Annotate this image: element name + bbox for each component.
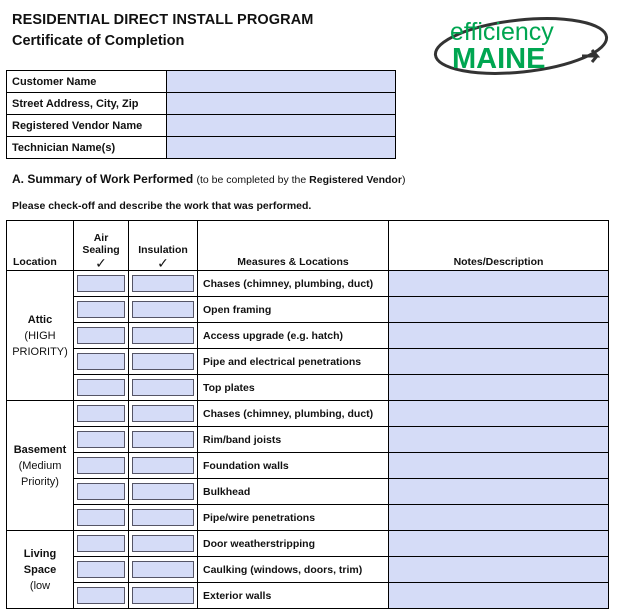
air-sealing-checkbox[interactable]: [77, 275, 125, 292]
check-mark-icon: ✓: [157, 255, 169, 271]
work-row: [7, 453, 609, 479]
notes-field[interactable]: [389, 505, 609, 531]
insulation-checkbox[interactable]: [132, 483, 194, 500]
customer-field-input[interactable]: [167, 93, 396, 115]
notes-field[interactable]: [389, 453, 609, 479]
customer-field-label: Registered Vendor Name: [7, 115, 167, 137]
efficiency-maine-logo: [432, 10, 610, 76]
insulation-checkbox-cell: [129, 375, 198, 401]
air-sealing-checkbox[interactable]: [77, 509, 125, 526]
notes-field[interactable]: [389, 323, 609, 349]
location-header: Location: [7, 221, 74, 271]
customer-row: [7, 71, 396, 93]
customer-field-input[interactable]: [167, 71, 396, 93]
work-row: [7, 323, 609, 349]
measure-label: Top plates: [198, 375, 389, 401]
air-sealing-checkbox[interactable]: [77, 535, 125, 552]
work-summary-table: [6, 220, 609, 609]
insulation-checkbox[interactable]: [132, 509, 194, 526]
air-sealing-checkbox[interactable]: [77, 379, 125, 396]
measure-label: Chases (chimney, plumbing, duct): [198, 271, 389, 297]
customer-info-table: [6, 70, 396, 159]
air-sealing-checkbox[interactable]: [77, 483, 125, 500]
insulation-checkbox[interactable]: [132, 431, 194, 448]
air-sealing-checkbox-cell: [74, 583, 129, 609]
insulation-checkbox-cell: [129, 479, 198, 505]
measure-label: Access upgrade (e.g. hatch): [198, 323, 389, 349]
notes-field[interactable]: [389, 427, 609, 453]
air-sealing-checkbox[interactable]: [77, 587, 125, 604]
insulation-checkbox-cell: [129, 349, 198, 375]
measure-label: Rim/band joists: [198, 427, 389, 453]
measure-label: Chases (chimney, plumbing, duct): [198, 401, 389, 427]
notes-field[interactable]: [389, 557, 609, 583]
air-sealing-checkbox-cell: [74, 271, 129, 297]
customer-row: [7, 93, 396, 115]
work-table-header: [7, 221, 609, 271]
work-row: [7, 349, 609, 375]
customer-row: [7, 137, 396, 159]
instruction-text: Please check-off and describe the work that was performed.: [12, 200, 312, 212]
certificate-subtitle: Certificate of Completion: [12, 33, 185, 49]
notes-field[interactable]: [389, 271, 609, 297]
measure-label: Open framing: [198, 297, 389, 323]
air-sealing-checkbox-cell: [74, 427, 129, 453]
work-row: [7, 505, 609, 531]
insulation-checkbox[interactable]: [132, 587, 194, 604]
air-sealing-checkbox-cell: [74, 349, 129, 375]
insulation-checkbox-cell: [129, 453, 198, 479]
air-sealing-header: Air Sealing ✓: [74, 221, 129, 271]
measure-label: Pipe/wire penetrations: [198, 505, 389, 531]
notes-header: Notes/Description: [389, 221, 609, 271]
measure-label: Bulkhead: [198, 479, 389, 505]
air-sealing-checkbox-cell: [74, 297, 129, 323]
location-group-label: Attic (HIGH PRIORITY): [7, 271, 74, 401]
insulation-checkbox-cell: [129, 583, 198, 609]
insulation-checkbox-cell: [129, 505, 198, 531]
customer-field-label: Street Address, City, Zip: [7, 93, 167, 115]
work-row: [7, 375, 609, 401]
insulation-checkbox[interactable]: [132, 405, 194, 422]
customer-field-input[interactable]: [167, 137, 396, 159]
air-sealing-checkbox[interactable]: [77, 431, 125, 448]
insulation-checkbox-cell: [129, 427, 198, 453]
insulation-checkbox[interactable]: [132, 301, 194, 318]
location-group-label: Basement (Medium Priority): [7, 401, 74, 531]
insulation-checkbox[interactable]: [132, 535, 194, 552]
notes-field[interactable]: [389, 583, 609, 609]
air-sealing-checkbox-cell: [74, 453, 129, 479]
air-sealing-checkbox[interactable]: [77, 301, 125, 318]
air-sealing-checkbox[interactable]: [77, 561, 125, 578]
insulation-checkbox[interactable]: [132, 327, 194, 344]
air-sealing-checkbox[interactable]: [77, 457, 125, 474]
insulation-checkbox[interactable]: [132, 275, 194, 292]
insulation-checkbox-cell: [129, 297, 198, 323]
measure-label: Foundation walls: [198, 453, 389, 479]
notes-field[interactable]: [389, 297, 609, 323]
insulation-checkbox[interactable]: [132, 457, 194, 474]
customer-field-input[interactable]: [167, 115, 396, 137]
work-row: [7, 557, 609, 583]
notes-field[interactable]: [389, 349, 609, 375]
customer-field-label: Technician Name(s): [7, 137, 167, 159]
work-row: [7, 583, 609, 609]
measure-label: Exterior walls: [198, 583, 389, 609]
air-sealing-checkbox-cell: [74, 323, 129, 349]
air-sealing-checkbox-cell: [74, 479, 129, 505]
air-sealing-checkbox-cell: [74, 375, 129, 401]
air-sealing-checkbox-cell: [74, 557, 129, 583]
work-row: [7, 297, 609, 323]
notes-field[interactable]: [389, 375, 609, 401]
measures-header: Measures & Locations: [198, 221, 389, 271]
insulation-checkbox[interactable]: [132, 561, 194, 578]
work-row: [7, 401, 609, 427]
air-sealing-checkbox[interactable]: [77, 327, 125, 344]
work-row: [7, 271, 609, 297]
insulation-checkbox-cell: [129, 271, 198, 297]
air-sealing-checkbox-cell: [74, 401, 129, 427]
notes-field[interactable]: [389, 479, 609, 505]
insulation-header: Insulation ✓: [129, 221, 198, 271]
insulation-checkbox[interactable]: [132, 353, 194, 370]
measure-label: Door weatherstripping: [198, 531, 389, 557]
insulation-checkbox[interactable]: [132, 379, 194, 396]
section-a-heading: A. Summary of Work Performed (to be completed by the Registered Vendor): [12, 172, 406, 186]
measure-label: Caulking (windows, doors, trim): [198, 557, 389, 583]
location-group-label: Living Space (low: [7, 531, 74, 609]
measure-label: Pipe and electrical penetrations: [198, 349, 389, 375]
air-sealing-checkbox-cell: [74, 505, 129, 531]
work-row: [7, 479, 609, 505]
work-row: [7, 427, 609, 453]
air-sealing-checkbox[interactable]: [77, 405, 125, 422]
check-mark-icon: ✓: [95, 255, 107, 271]
program-title: RESIDENTIAL DIRECT INSTALL PROGRAM: [12, 12, 314, 28]
logo-bottom-text: MAINE: [452, 43, 546, 75]
insulation-checkbox-cell: [129, 401, 198, 427]
insulation-checkbox-cell: [129, 323, 198, 349]
customer-field-label: Customer Name: [7, 71, 167, 93]
notes-field[interactable]: [389, 401, 609, 427]
logo-top-text: efficiency: [450, 18, 554, 46]
air-sealing-checkbox[interactable]: [77, 353, 125, 370]
insulation-checkbox-cell: [129, 557, 198, 583]
customer-row: [7, 115, 396, 137]
